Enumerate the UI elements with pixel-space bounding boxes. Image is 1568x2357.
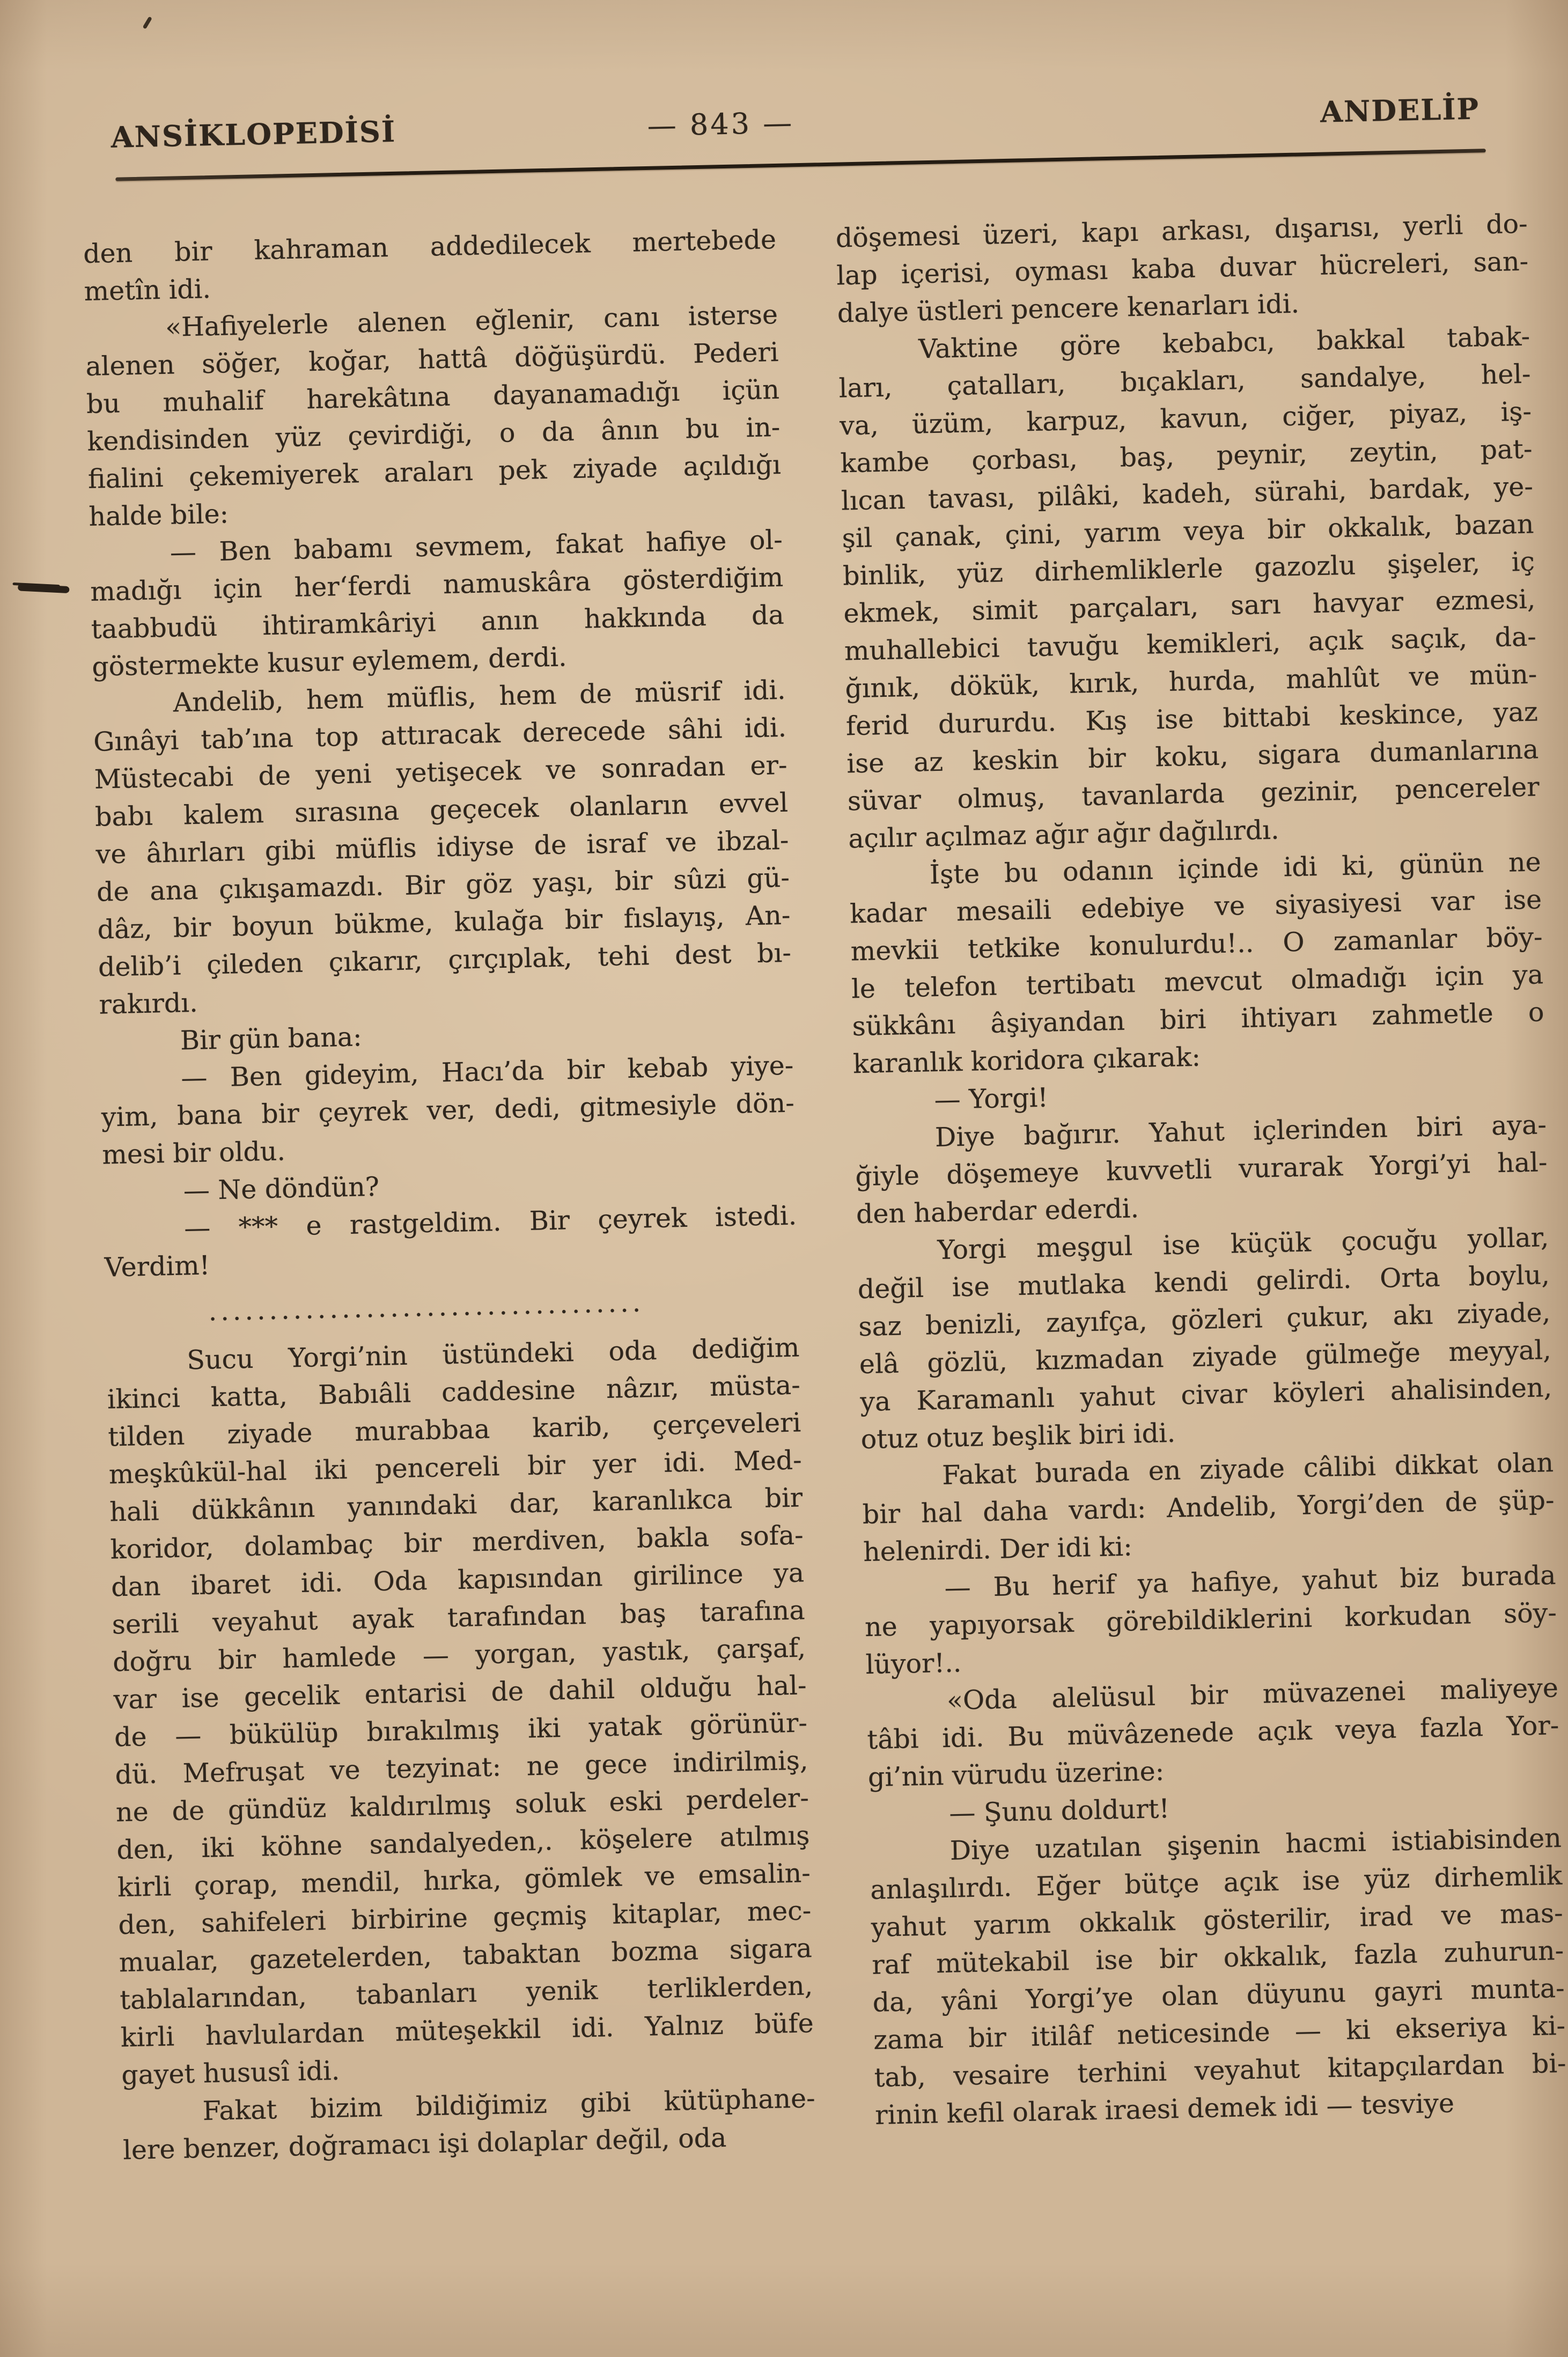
text-line: lüyor!.. — [865, 1647, 962, 1681]
text-line: rinin kefil olarak iraesi demek idi — tesviye — [874, 2088, 1455, 2131]
text-line: den haberdar ederdi. — [856, 1193, 1139, 1230]
header-rule — [115, 149, 1486, 181]
paragraph — [89, 521, 785, 686]
text-line: alenen söğer, koğar, hattâ döğüşürdü. Pederi — [85, 336, 779, 382]
text-line: delib’i çileden çıkarır, çırçıplak, tehi dest bı- — [98, 937, 792, 983]
text-line: elâ gözlü, kızmadan ziyade gülmeğe meyyal, — [859, 1335, 1552, 1380]
text-line: kirli havlulardan müteşekkil idi. Yalnız büfe — [120, 2008, 814, 2053]
text-line: lere benzer, doğramacı işi dolaplar değil, oda — [122, 2122, 727, 2166]
text-line: ferid dururdu. Kış ise bittabi keskince, yaz — [845, 696, 1538, 742]
text-line: lıcan tavası, pilâki, kadeh, sürahi, bardak, ye- — [841, 471, 1534, 517]
ink-speck — [143, 16, 152, 29]
text-line: Fakat bizim bildiğimiz gibi kütüphane- — [202, 2083, 816, 2127]
text-line: açılır açılmaz ağır ağır dağılırdı. — [848, 814, 1280, 855]
text-line: kendisinden yüz çevirdiği, o da ânın bu in- — [86, 411, 781, 457]
text-line: Yorgi meşgul ise küçük çocuğu yollar, — [937, 1222, 1549, 1266]
paragraph — [104, 1197, 798, 1287]
text-line: ve âhırları gibi müflis idiyse de israf ve ibzal- — [95, 824, 789, 870]
text-line: Bir gün bana: — [180, 1021, 363, 1056]
text-line: Diye uzatılan şişenin hacmi istiabisinden — [949, 1822, 1562, 1866]
header-right-title: ANDELİP — [1320, 91, 1480, 129]
text-line: ikinci katta, Babıâli caddesine nâzır, müsta- — [107, 1369, 801, 1415]
text-line: da, yâni Yorgi’ye olan düyunu gayri munta- — [872, 1972, 1565, 2018]
text-line: ne yapıyorsak görebildiklerini korkudan söy- — [864, 1597, 1557, 1643]
text-line: hali dükkânın yanındaki dar, karanlıkca bir — [109, 1482, 803, 1528]
text-line: — Ne döndün? — [183, 1171, 380, 1206]
text-line: Andelib, hem müflis, hem de müsrif idi. — [173, 674, 786, 718]
text-line: saz benizli, zayıfça, gözleri çukur, akı ziyade, — [858, 1297, 1551, 1343]
paragraph — [838, 318, 1541, 858]
text-line: Diye bağırır. Yahut içlerinden biri aya- — [934, 1109, 1547, 1153]
paragraph — [857, 1219, 1554, 1459]
paragraph — [854, 1106, 1548, 1233]
text-line: karanlık koridora çıkarak: — [852, 1041, 1201, 1080]
text-line: tab, vesaire terhini veyahut kitapçılardan bi- — [874, 2047, 1567, 2093]
text-line: yahut yarım okkalık gösterilir, irad ve mas- — [871, 1897, 1564, 1943]
paragraph — [866, 1669, 1560, 1796]
text-line: ne de gündüz kaldırılmış soluk eski perdeler- — [115, 1783, 809, 1828]
text-line: ekmek, simit parçaları, sarı havyar ezmesi, — [843, 584, 1536, 629]
text-line: Gınâyi tab’ına top attıracak derecede sâhi idi. — [93, 712, 787, 757]
text-line: koridor, dolambaç bir merdiven, bakla sofa- — [110, 1520, 804, 1565]
text-line: — Yorgi! — [934, 1082, 1049, 1116]
text-line: madığı için her‘ferdi namuskâra gösterdiğim — [90, 562, 784, 607]
text-line: anlaşılırdı. Eğer bütçe açık ise yüz dirhemlik — [870, 1860, 1563, 1905]
text-line: muhallebici tavuğu kemikleri, açık saçık, da- — [844, 621, 1537, 667]
paragraph — [92, 672, 792, 1024]
text-line: süvar olmuş, tavanlarda gezinir, pencereler — [847, 771, 1540, 817]
text-line: mesi bir oldu. — [101, 1136, 286, 1170]
text-line: «Oda alelüsul bir müvazenei maliyeye — [946, 1673, 1559, 1716]
text-line: ları, çatalları, bıçakları, sandalye, hel- — [838, 358, 1532, 404]
paragraph — [100, 1047, 796, 1174]
text-line: kambe çorbası, baş, peynir, zeytin, pat- — [840, 433, 1533, 479]
text-line: helenirdi. Der idi ki: — [863, 1531, 1133, 1568]
text-line: dü. Mefruşat ve tezyinat: ne gece indirilmiş, — [115, 1745, 808, 1791]
text-line: kadar mesaili edebiye ve siyasiyesi var ise — [849, 884, 1542, 930]
text-line: ğiyle döşemeye kuvvetli vurarak Yorgi’yi hal- — [855, 1147, 1548, 1192]
text-line: sükkânı âşiyandan biri ihtiyarı zahmetle o — [852, 997, 1545, 1042]
text-line: — Şunu doldurt! — [948, 1793, 1170, 1829]
text-line: zama bir itilâf neticesinde — ki ekseriya ki- — [873, 2010, 1566, 2056]
text-line: gayet hususî idi. — [121, 2055, 340, 2091]
text-line: lap içerisi, oyması kaba duvar hücreleri, san- — [836, 246, 1529, 291]
text-line: de ana çıkışamazdı. Bir göz yaşı, bir sûzi gü- — [96, 862, 790, 908]
paragraph — [849, 843, 1545, 1083]
header-page-number: — 843 — — [647, 106, 794, 143]
paragraph — [84, 296, 782, 536]
text-line: doğru bir hamlede — yorgan, yastık, çarşaf, — [112, 1632, 806, 1678]
text-line: Sucu Yorgi’nin üstündeki oda dediğim — [186, 1332, 800, 1376]
text-line: dâz, bir boyun bükme, kulağa bir fıslayış, An- — [97, 900, 791, 945]
paragraph — [835, 205, 1529, 333]
text-line: ğınık, dökük, kırık, hurda, mahlût ve mün- — [844, 659, 1537, 704]
paragraph — [864, 1557, 1558, 1684]
text-line: serili veyahut ayak tarafından baş tarafına — [112, 1595, 806, 1640]
text-line: — Ben babamı sevmem, fakat hafiye ol- — [170, 524, 783, 568]
paragraph — [83, 221, 778, 311]
text-line: meşkûkül-hal iki pencereli bir yer idi. Med- — [108, 1445, 803, 1490]
text-line: — *** e rastgeldim. Bir çeyrek istedi. — [183, 1200, 797, 1244]
text-line: den, sahifeleri birbirine geçmiş kitaplar, mec- — [117, 1895, 812, 1941]
text-line: binlik, yüz dirhemliklerle gazozlu şişeler, iç — [842, 546, 1535, 592]
text-line: le telefon tertibatı mevcut olmadığı için ya — [851, 959, 1544, 1005]
text-line: halde bile: — [88, 498, 229, 532]
text-line: şil çanak, çini, yarım veya bir okkalık, bazan — [842, 509, 1534, 554]
text-line: ya Karamanlı yahut civar köyleri ahalisinden, — [859, 1372, 1552, 1418]
text-line: gi’nin vürudu üzerine: — [867, 1756, 1165, 1793]
text-line: var ise gecelik entarisi de dahil olduğu hal- — [113, 1670, 807, 1715]
paragraph — [106, 1329, 815, 2095]
text-line: tâbi idi. Bu müvâzenede açık veya fazla Yor- — [866, 1710, 1559, 1756]
text-line: döşemesi üzeri, kapı arkası, dışarısı, yerli do- — [835, 208, 1528, 254]
text-line: Fakat burada en ziyade câlibi dikkat olan — [941, 1447, 1554, 1491]
text-line: tablalarından, tabanları yenik terliklerden, — [119, 1970, 813, 2016]
text-line: den, iki köhne sandalyeden,. köşelere atılmış — [116, 1820, 810, 1866]
text-line: İşte bu odanın içinde idi ki, günün ne — [929, 846, 1542, 890]
paragraph — [869, 1820, 1567, 2134]
text-line: de — bükülüp bırakılmış iki yatak görünür- — [114, 1707, 808, 1753]
text-line: yim, bana bir çeyrek ver, dedi, gitmesiyle dön- — [101, 1087, 795, 1133]
text-line: fialini çekemiyerek araları pek ziyade açıldığı — [87, 449, 782, 495]
text-line: «Hafiyelerle alenen eğlenir, canı isterse — [165, 299, 778, 343]
text-line: bir hal daha vardı: Andelib, Yorgi’den de şüp- — [862, 1485, 1555, 1530]
paragraph — [862, 1444, 1556, 1571]
text-line: Müstecabi de yeni yetişecek ve sonradan er- — [94, 749, 788, 795]
text-line: Verdim! — [104, 1250, 210, 1283]
text-line: otuz otuz beşlik biri idi. — [860, 1417, 1176, 1455]
text-line: den bir kahraman addedilecek mertebede — [83, 224, 777, 270]
text-line: rakırdı. — [98, 987, 198, 1020]
text-line: — Ben gideyim, Hacı’da bir kebab yiye- — [180, 1050, 794, 1094]
text-line: değil ise mutlaka kendi gelirdi. Orta boylu, — [857, 1259, 1550, 1305]
text-line: metîn idi. — [84, 274, 211, 307]
text-line: ise az keskin bir koku, sigara dumanlarına — [846, 734, 1539, 779]
text-line: taabbudü ihtiramkâriyi anın hakkında da — [91, 599, 785, 645]
text-line: bu muhalif harekâtına dayanamadığı içün — [86, 374, 780, 419]
text-line: dan ibaret idi. Oda kapısından girilince ya — [111, 1557, 805, 1603]
text-line: raf mütekabil ise bir okkalık, fazla zuhurun- — [871, 1935, 1564, 1980]
text-line: göstermekte kusur eylemem, derdi. — [91, 642, 568, 682]
column-right — [835, 205, 1567, 2134]
text-line: mualar, gazetelerden, tabaktan bozma sigara — [119, 1933, 813, 1978]
ink-mark — [18, 584, 70, 593]
text-line: — Bu herif ya hafiye, yahut biz burada — [944, 1560, 1557, 1603]
text-line: dalye üstleri pencere kenarları idi. — [837, 288, 1300, 329]
text-line: babı kalem sırasına geçecek olanların evvel — [94, 787, 789, 833]
text-line: va, üzüm, karpuz, kavun, ciğer, piyaz, iş- — [839, 396, 1532, 441]
paragraph — [122, 2080, 816, 2169]
text-line: .................................... — [208, 1287, 645, 1327]
header-left-title: ANSİKLOPEDİSİ — [111, 114, 396, 154]
text-line: mevkii tetkike konulurdu!.. O zamanlar böy- — [850, 922, 1543, 967]
dotted-separator — [105, 1281, 799, 1333]
text-line: tilden ziyade murabbaa karib, çerçeveleri — [107, 1407, 801, 1453]
text-line: Vaktine göre kebabcı, bakkal tabak- — [918, 321, 1530, 365]
column-left — [83, 221, 816, 2169]
text-line: kirli çorap, mendil, hırka, gömlek ve emsalin- — [117, 1858, 811, 1903]
